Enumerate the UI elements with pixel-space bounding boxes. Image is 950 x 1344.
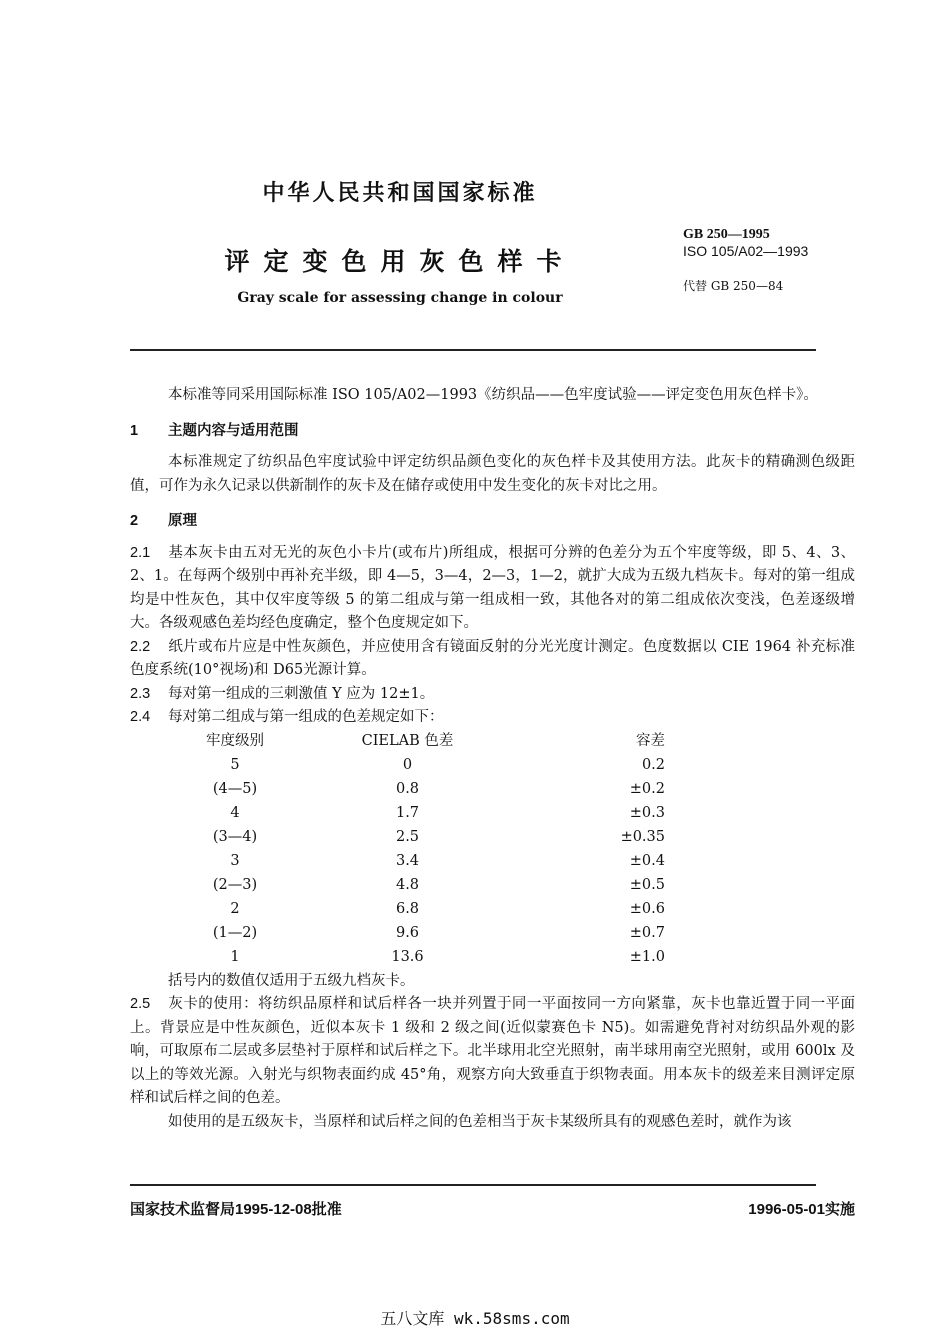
document-title: 中华人民共和国国家标准: [262, 181, 538, 206]
approval-date: 国家技术监督局1995-12-08批准: [130, 1201, 342, 1218]
grade-cell: 1: [230, 948, 240, 965]
header-divider: [130, 349, 816, 351]
cielab-cell: 0: [402, 756, 413, 773]
clause-2-1: 2.1 基本灰卡由五对无光的灰色小卡片(或布片)所组成，根据可分辨的色差分为五个牢度等级，即 5、4、3、2、1。在每两个级别中再补充半级，即 4—5，3—4，2—3，1—2，就扩大成为五级九档灰卡。每对的第一组成均是中性灰色，其中仅牢度等级 5 的第二组成与第一组成相一致，其他各对的第二组成依次变浅，色差逐级增大。各级观感色差均经色度确定，整个色度规定如下。: [130, 544, 855, 631]
grade-cell: (1—2): [212, 924, 258, 941]
section-heading-2: 2 原理: [130, 513, 197, 529]
cielab-cell: 9.6: [395, 924, 420, 941]
table-row: [170, 754, 685, 778]
cielab-cell: 6.8: [395, 900, 420, 917]
grade-cell: 3: [230, 852, 240, 869]
table-row: [170, 898, 685, 922]
grade-cell: 4: [230, 804, 240, 821]
iso-code: ISO 105/A02—1993: [683, 243, 809, 259]
table-row: [170, 922, 685, 946]
cielab-cell: 2.5: [395, 828, 420, 845]
clause-2-5: 2.5 灰卡的使用：将纺织品原样和试后样各一块并列置于同一平面按同一方向紧靠，灰卡也靠近置于同一平面上。背景应是中性灰颜色，近似本灰卡 1 级和 2 级之间(近似蒙赛色卡 N5)。如需避免背衬对纺织品外观的影响，可取原布二层或多层垫衬于原样和试后样之下。北半球用北空光照射，南半球用南空光照射，或用 600lx 及以上的等效光源。入射光与织物表面约成 45°角，观察方向大致垂直于织物表面。用本灰卡的级差来目测评定原样和试后样之间的色差。: [130, 996, 855, 1106]
cielab-cell: 0.8: [395, 780, 420, 797]
clause-2-3: 2.3 每对第一组成的三刺激值 Y 应为 12±1。: [130, 685, 435, 702]
watermark: 五八文库 wk.58sms.com: [380, 1309, 570, 1328]
cielab-cell: 3.4: [395, 852, 420, 869]
grade-cell: (2—3): [212, 876, 258, 893]
grade-cell: 5: [230, 756, 240, 773]
cielab-cell: 13.6: [391, 948, 424, 965]
clause-2-2: 2.2 纸片或布片应是中性灰颜色，并应使用含有镜面反射的分光光度计测定。色度数据以 CIE 1964 补充标准色度系统(10°视场)和 D65光源计算。: [130, 638, 855, 678]
footer-divider: [130, 1184, 816, 1186]
table-row: [170, 946, 685, 970]
grade-cell: (4—5): [212, 780, 258, 797]
cielab-cell: 1.7: [395, 804, 420, 821]
table-row: [170, 826, 685, 850]
grade-cell: 2: [230, 900, 240, 917]
document-body: [130, 384, 855, 1134]
tolerance-cell: ±0.3: [629, 804, 665, 821]
tolerance-cell: ±0.4: [629, 852, 665, 869]
clause-2-4: 2.4 每对第二组成与第一组成的色差规定如下：: [130, 709, 444, 725]
tolerance-cell: ±0.5: [629, 876, 665, 893]
english-title: Gray scale for assessing change in colour: [237, 290, 563, 306]
table-row: [170, 874, 685, 898]
grade-cell: (3—4): [212, 828, 258, 845]
gb-code: GB 250—1995: [683, 227, 770, 242]
last-paragraph: 如使用的是五级灰卡，当原样和试后样之间的色差相当于灰卡某级所具有的观感色差时，就作为该: [168, 1113, 792, 1130]
color-difference-table: [170, 730, 685, 970]
table-row: [170, 850, 685, 874]
section-1-text: 本标准规定了纺织品色牢度试验中评定纺织品颜色变化的灰色样卡及其使用方法。此灰卡的精确测色级距值，可作为永久记录以供新制作的灰卡及在储存或使用中发生变化的灰卡对比之用。: [130, 454, 855, 494]
tolerance-cell: 0.2: [641, 756, 665, 773]
tolerance-cell: ±0.35: [620, 828, 665, 845]
tolerance-cell: ±1.0: [629, 948, 665, 965]
standard-codes: [683, 225, 808, 260]
table-row: [170, 802, 685, 826]
table-row: [170, 778, 685, 802]
tolerance-cell: ±0.6: [629, 900, 665, 917]
tolerance-cell: ±0.2: [629, 780, 665, 797]
cielab-cell: 4.8: [395, 876, 420, 893]
standard-name: 评定变色用灰色样卡: [224, 247, 576, 276]
intro-paragraph: 本标准等同采用国际标准 ISO 105/A02—1993《纺织品——色牢度试验——评定变色用灰色样卡》。: [168, 387, 818, 403]
replaces-note: 代替 GB 250—84: [683, 279, 784, 293]
tolerance-cell: ±0.7: [629, 924, 665, 941]
effective-date: 1996-05-01实施: [748, 1201, 855, 1218]
section-heading-1: 1 主题内容与适用范围: [130, 422, 299, 439]
table-header: 牢度级别 CIELAB 色差 容差: [206, 732, 665, 749]
table-note: 括号内的数值仅适用于五级九档灰卡。: [168, 972, 415, 989]
